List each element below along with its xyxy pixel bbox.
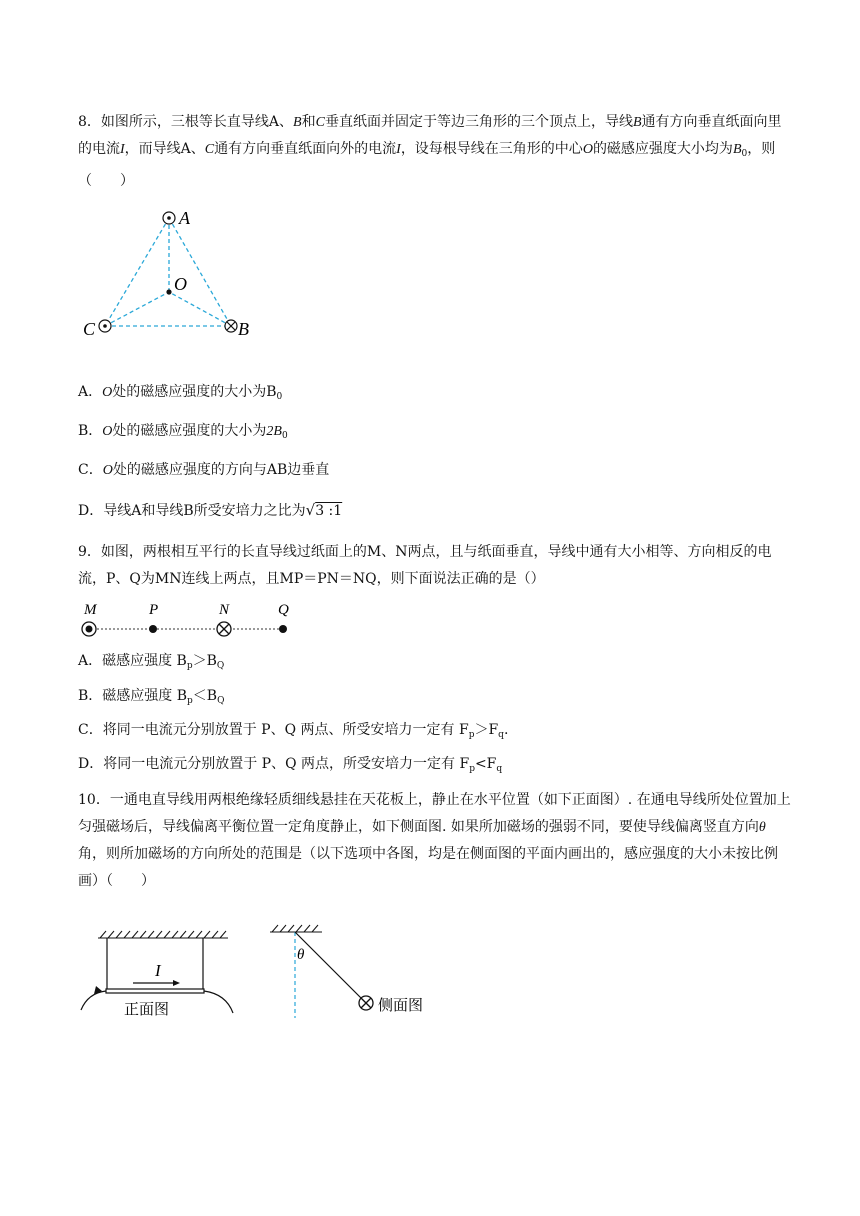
- arrowhead-icon: [173, 980, 180, 986]
- wire-n-in-icon: [217, 622, 231, 636]
- wire-c-out-icon: [99, 320, 111, 332]
- label-b: B: [238, 319, 249, 339]
- label-n: N: [219, 602, 230, 618]
- wire-m-out-icon: [82, 622, 96, 636]
- wire-a-out-icon: [163, 212, 175, 224]
- q8-option-a: A．O处的磁感应强度的大小为$B_0$: [78, 384, 283, 402]
- edge-ab: [169, 218, 231, 326]
- q9-stem: 9．如图，两根相互平行的长直导线过纸面上的M、N两点，且与纸面垂直，导线中通有大小相等、方向相反的电流，P、Q为MN连线上两点，且MP＝PN＝NQ，则下面说法正确的是（）: [78, 544, 772, 587]
- label-side-view: 侧面图: [378, 996, 424, 1014]
- q8-stem: 8．如图所示，三根等长直导线A、B和C垂直纸面并固定于等边三角形的三个顶点上，导线B通有方向垂直纸面向里的电流I，而导线A、C通有方向垂直纸面向外的电流I，设每根导线在三角形的中心O的磁感应强度大小均为$B_0$，则（ ）: [78, 114, 782, 189]
- q8-option-c: C．O处的磁感应强度的方向与AB边垂直: [78, 462, 330, 478]
- q9-option-d: D．将同一电流元分别放置于 P、Q 两点，所受安培力一定有 $F_p<F_q$: [78, 756, 503, 774]
- edge-ac: [105, 218, 169, 326]
- q8-option-b: B．O处的磁感应强度的大小为$2B_0$: [78, 423, 288, 441]
- lead-right: [204, 991, 233, 1013]
- q10-side-view-figure: [262, 922, 442, 1022]
- sqrt-icon: √: [305, 501, 316, 519]
- q8-triangle-figure: [78, 205, 268, 345]
- q9-option-b: B．磁感应强度 $B_p<B_Q$: [78, 688, 225, 706]
- label-theta: θ: [297, 947, 305, 963]
- q9-wire-figure: [78, 600, 308, 642]
- ceiling-hatch: [98, 931, 228, 938]
- point-p: [149, 625, 157, 633]
- tilted-thread: [295, 932, 362, 999]
- label-a: A: [179, 208, 190, 228]
- q9-option-c: C．将同一电流元分别放置于 P、Q 两点、所受安培力一定有 $F_p>F_q$.: [78, 722, 509, 740]
- q10-stem: 10．一通电直导线用两根绝缘轻质细线悬挂在天花板上，静止在水平位置（如下正面图）. 在通电导线所处位置加上匀强磁场后，导线偏离平衡位置一定角度静止，如下侧面图. 如果所加磁场的强弱不同，要使导线偏离竖直方向θ角，则所加磁场的方向所处的范围是（以下选项中各图，均是在侧面图的平面内画出的，感应强度的大小未按比例画）（ ）: [78, 792, 791, 889]
- label-o: O: [174, 274, 187, 294]
- wire-rod: [106, 989, 204, 993]
- label-m: M: [84, 602, 97, 618]
- q10-front-view-figure: [78, 928, 248, 1023]
- label-current-i: I: [155, 961, 161, 980]
- label-p: P: [149, 602, 159, 618]
- ceiling-hatch-side: [270, 925, 322, 932]
- q9-option-a: A．磁感应强度 $B_p>B_Q$: [78, 653, 225, 671]
- wire-b-in-icon: [225, 320, 237, 332]
- q8-option-d: D．导线A和导线B所受安培力之比为√3 :1: [78, 501, 343, 519]
- point-q: [279, 625, 287, 633]
- label-front-view: 正面图: [124, 1000, 170, 1018]
- label-q: Q: [278, 602, 289, 618]
- lead-left: [81, 991, 106, 1010]
- center-point-o: [166, 289, 171, 294]
- label-c: C: [83, 319, 96, 339]
- wire-in-page-icon: [359, 996, 373, 1010]
